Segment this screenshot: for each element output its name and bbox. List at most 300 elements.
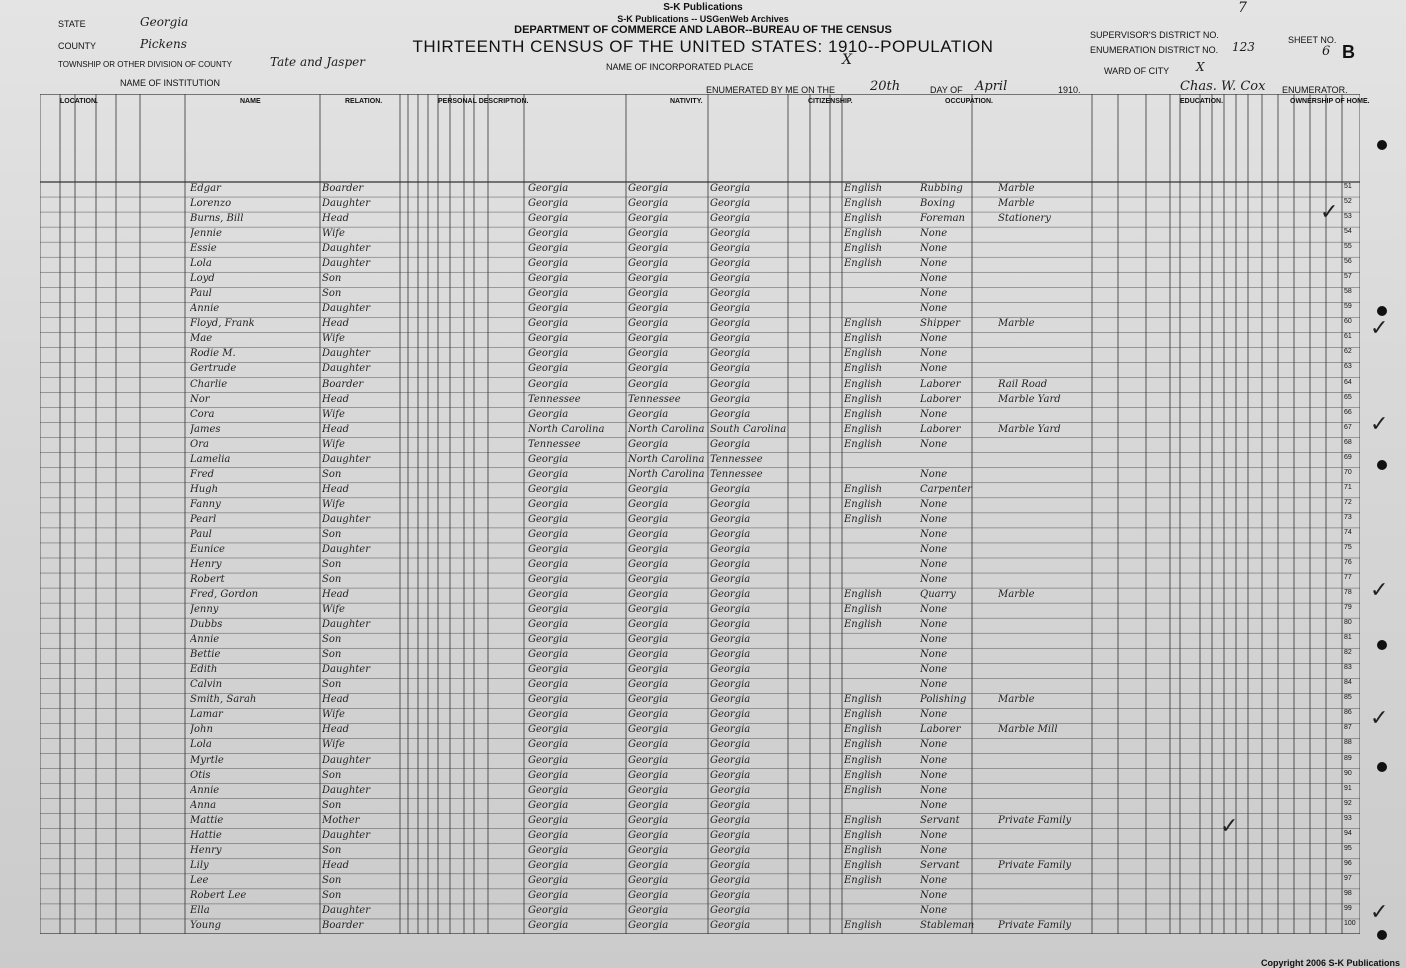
cell-name: Dubbs — [190, 619, 223, 631]
cell-relation: Son — [322, 769, 342, 781]
row-number: 93 — [1344, 814, 1352, 822]
supervisor-label: SUPERVISOR'S DISTRICT NO. — [1090, 30, 1219, 40]
cell-mother: Georgia — [710, 378, 751, 390]
cell-name: Lily — [190, 859, 209, 871]
cell-language: English — [844, 709, 883, 721]
cell-relation: Son — [322, 273, 342, 285]
cell-mother: Georgia — [710, 679, 751, 691]
enumerated-label: ENUMERATED BY ME ON THE — [706, 85, 836, 95]
cell-trade: None — [920, 543, 948, 555]
cell-mother: Georgia — [710, 258, 751, 270]
cell-mother: Georgia — [710, 288, 751, 300]
state-value: Georgia — [140, 15, 189, 29]
cell-birth: Georgia — [528, 709, 569, 721]
cell-name: Lorenzo — [190, 198, 232, 210]
column-header: PERSONAL DESCRIPTION. — [438, 98, 529, 105]
cell-language: English — [844, 228, 883, 240]
binder-hole — [1377, 306, 1387, 316]
cell-name: Paul — [190, 288, 212, 300]
cell-father: Georgia — [628, 814, 669, 826]
cell-trade: None — [920, 303, 948, 315]
row-number: 85 — [1344, 694, 1352, 702]
cell-trade: None — [920, 513, 948, 525]
cell-birth: Georgia — [528, 513, 569, 525]
cell-trade: None — [920, 243, 948, 255]
cell-language: English — [844, 844, 883, 856]
cell-relation: Son — [322, 634, 342, 646]
cell-trade: Laborer — [920, 423, 961, 435]
row-number: 90 — [1344, 769, 1352, 777]
cell-industry: Private Family — [998, 859, 1072, 871]
cell-trade: None — [920, 739, 948, 751]
cell-mother: Georgia — [710, 273, 751, 285]
cell-birth: Georgia — [528, 498, 569, 510]
cell-birth: Georgia — [528, 348, 569, 360]
cell-relation: Daughter — [322, 784, 370, 796]
cell-mother: Georgia — [710, 844, 751, 856]
cell-relation: Daughter — [322, 513, 370, 525]
cell-father: Georgia — [628, 303, 669, 315]
cell-relation: Head — [322, 213, 350, 225]
cell-father: Georgia — [628, 649, 669, 661]
cell-mother: Georgia — [710, 904, 751, 916]
check-mark: ✓ — [1370, 900, 1389, 925]
row-number: 96 — [1344, 859, 1352, 867]
row-number: 100 — [1344, 919, 1356, 927]
binder-hole — [1377, 460, 1387, 470]
cell-mother: Georgia — [710, 784, 751, 796]
cell-name: Gertrude — [190, 363, 237, 375]
cell-trade: None — [920, 619, 948, 631]
cell-language: English — [844, 183, 883, 194]
cell-mother: Georgia — [710, 333, 751, 345]
cell-father: Georgia — [628, 769, 669, 781]
cell-language: English — [844, 198, 883, 210]
row-number: 84 — [1344, 679, 1352, 687]
cell-trade: None — [920, 904, 948, 916]
cell-father: Georgia — [628, 724, 669, 736]
cell-father: Georgia — [628, 904, 669, 916]
cell-mother: Georgia — [710, 513, 751, 525]
cell-father: Georgia — [628, 318, 669, 330]
cell-birth: Georgia — [528, 589, 569, 601]
census-title: THIRTEENTH CENSUS OF THE UNITED STATES: 1910--POPULATION — [412, 37, 994, 56]
cell-name: Calvin — [190, 679, 223, 691]
cell-language: English — [844, 408, 883, 420]
cell-mother: Georgia — [710, 348, 751, 360]
binder-hole — [1377, 930, 1387, 940]
cell-trade: Boxing — [920, 198, 956, 210]
cell-father: Georgia — [628, 378, 669, 390]
cell-language: English — [844, 213, 883, 225]
cell-birth: Georgia — [528, 874, 569, 886]
cell-father: Georgia — [628, 589, 669, 601]
cell-mother: Georgia — [710, 919, 751, 931]
column-header: OWNERSHIP OF HOME. — [1290, 98, 1370, 105]
row-number: 64 — [1344, 378, 1352, 386]
cell-father: Georgia — [628, 739, 669, 751]
cell-relation: Boarder — [322, 919, 364, 931]
cell-trade: Foreman — [920, 213, 965, 225]
cell-mother: Georgia — [710, 724, 751, 736]
cell-birth: Georgia — [528, 333, 569, 345]
cell-father: Georgia — [628, 198, 669, 210]
row-number: 87 — [1344, 724, 1352, 732]
cell-mother: Georgia — [710, 694, 751, 706]
cell-trade: None — [920, 679, 948, 691]
cell-father: Georgia — [628, 363, 669, 375]
cell-father: Georgia — [628, 784, 669, 796]
cell-relation: Wife — [322, 709, 345, 721]
cell-mother: Georgia — [710, 408, 751, 420]
cell-name: Cora — [190, 408, 215, 420]
cell-relation: Daughter — [322, 363, 370, 375]
cell-language: English — [844, 694, 883, 706]
cell-language: English — [844, 258, 883, 270]
cell-father: Georgia — [628, 754, 669, 766]
cell-mother: Georgia — [710, 528, 751, 540]
cell-name: Ella — [190, 904, 210, 916]
cell-relation: Daughter — [322, 303, 370, 315]
cell-industry: Marble — [998, 694, 1035, 706]
cell-father: Georgia — [628, 483, 669, 495]
cell-father: Georgia — [628, 183, 669, 194]
cell-name: Fred — [190, 468, 215, 480]
department-title: DEPARTMENT OF COMMERCE AND LABOR--BUREAU OF THE CENSUS — [514, 24, 892, 36]
cell-language: English — [844, 348, 883, 360]
cell-trade: Laborer — [920, 378, 961, 390]
cell-birth: Georgia — [528, 784, 569, 796]
row-number: 65 — [1344, 393, 1352, 401]
cell-relation: Mother — [322, 814, 360, 826]
cell-trade: Polishing — [920, 694, 967, 706]
cell-name: Lamar — [190, 709, 223, 721]
check-mark: ✓ — [1370, 706, 1389, 731]
cell-industry: Marble Yard — [998, 393, 1061, 405]
cell-relation: Daughter — [322, 619, 370, 631]
cell-name: Edith — [190, 664, 218, 676]
cell-father: Georgia — [628, 288, 669, 300]
cell-industry: Marble — [998, 318, 1035, 330]
cell-mother: Georgia — [710, 498, 751, 510]
cell-relation: Head — [322, 423, 350, 435]
column-header: EDUCATION. — [1180, 98, 1224, 105]
cell-trade: Carpenter — [920, 483, 972, 495]
county-label: COUNTY — [58, 41, 96, 51]
cell-relation: Head — [322, 724, 350, 736]
cell-birth: Georgia — [528, 799, 569, 811]
column-header: CITIZENSHIP. — [808, 98, 853, 105]
cell-birth: Georgia — [528, 889, 569, 901]
cell-trade: Rubbing — [920, 183, 963, 194]
cell-birth: Georgia — [528, 859, 569, 871]
check-mark: ✓ — [1320, 200, 1339, 225]
cell-birth: Georgia — [528, 724, 569, 736]
cell-name: Nor — [190, 393, 210, 405]
cell-trade: None — [920, 844, 948, 856]
check-mark: ✓ — [1370, 412, 1389, 437]
cell-father: Tennessee — [628, 393, 681, 405]
cell-father: Georgia — [628, 844, 669, 856]
cell-language: English — [844, 784, 883, 796]
year-text: 1910. — [1058, 85, 1081, 95]
cell-name: Lee — [190, 874, 209, 886]
cell-name: Bettie — [190, 649, 221, 661]
row-number: 66 — [1344, 408, 1352, 416]
cell-language: English — [844, 438, 883, 450]
cell-mother: Georgia — [710, 438, 751, 450]
cell-mother: Georgia — [710, 889, 751, 901]
cell-birth: Georgia — [528, 273, 569, 285]
cell-relation: Head — [322, 318, 350, 330]
cell-mother: Tennessee — [710, 468, 763, 480]
cell-father: Georgia — [628, 829, 669, 841]
cell-father: Georgia — [628, 799, 669, 811]
cell-father: Georgia — [628, 664, 669, 676]
cell-trade: None — [920, 438, 948, 450]
cell-birth: Georgia — [528, 559, 569, 570]
cell-mother: Georgia — [710, 393, 751, 405]
cell-mother: Georgia — [710, 198, 751, 210]
cell-relation: Daughter — [322, 754, 370, 766]
row-number: 77 — [1344, 574, 1352, 582]
cell-mother: Georgia — [710, 754, 751, 766]
row-number: 81 — [1344, 634, 1352, 642]
check-mark: ✓ — [1220, 814, 1239, 839]
cell-name: Pearl — [190, 513, 217, 525]
cell-relation: Head — [322, 694, 350, 706]
cell-name: Floyd, Frank — [190, 318, 255, 330]
cell-name: Smith, Sarah — [190, 694, 257, 706]
cell-name: Annie — [190, 303, 220, 315]
row-number: 68 — [1344, 438, 1352, 446]
cell-name: Loyd — [190, 273, 215, 285]
cell-birth: Georgia — [528, 739, 569, 751]
cell-father: Georgia — [628, 559, 669, 570]
cell-father: Georgia — [628, 213, 669, 225]
binder-hole — [1377, 762, 1387, 772]
cell-trade: Servant — [920, 859, 960, 871]
cell-mother: Georgia — [710, 243, 751, 255]
cell-name: Anna — [190, 799, 217, 811]
row-number: 53 — [1344, 213, 1352, 221]
cell-language: English — [844, 423, 883, 435]
cell-language: English — [844, 769, 883, 781]
column-header: LOCATION. — [60, 98, 98, 105]
cell-father: Georgia — [628, 498, 669, 510]
row-number: 99 — [1344, 904, 1352, 912]
cell-relation: Son — [322, 528, 342, 540]
cell-name: Fred, Gordon — [190, 589, 259, 601]
supervisor-value: 7 — [1238, 0, 1247, 16]
cell-trade: None — [920, 258, 948, 270]
row-number: 91 — [1344, 784, 1352, 792]
cell-father: North Carolina — [628, 423, 705, 435]
cell-father: Georgia — [628, 619, 669, 631]
cell-trade: None — [920, 829, 948, 841]
row-number: 86 — [1344, 709, 1352, 717]
cell-name: Robert Lee — [190, 889, 247, 901]
column-header: NATIVITY. — [670, 98, 703, 105]
cell-industry: Private Family — [998, 814, 1072, 826]
state-label: STATE — [58, 19, 86, 29]
cell-birth: Georgia — [528, 649, 569, 661]
cell-language: English — [844, 243, 883, 255]
cell-birth: Georgia — [528, 543, 569, 555]
cell-language: English — [844, 604, 883, 616]
cell-language: English — [844, 619, 883, 631]
cell-birth: Georgia — [528, 258, 569, 270]
sheet-label: SHEET NO. — [1288, 35, 1337, 45]
cell-language: English — [844, 333, 883, 345]
day-of-label: DAY OF — [930, 85, 963, 95]
month-value: April — [975, 79, 1008, 94]
cell-language: English — [844, 378, 883, 390]
cell-birth: Georgia — [528, 904, 569, 916]
cell-name: Otis — [190, 769, 211, 781]
cell-mother: Georgia — [710, 634, 751, 646]
cell-trade: None — [920, 228, 948, 240]
cell-name: Mae — [190, 333, 213, 345]
cell-birth: Georgia — [528, 378, 569, 390]
cell-language: English — [844, 874, 883, 886]
publisher-line2: S-K Publications -- USGenWeb Archives — [617, 14, 789, 24]
cell-father: Georgia — [628, 528, 669, 540]
row-number: 92 — [1344, 799, 1352, 807]
cell-name: Hugh — [190, 483, 219, 495]
cell-relation: Son — [322, 468, 342, 480]
cell-name: Henry — [190, 559, 222, 570]
cell-name: Annie — [190, 634, 220, 646]
cell-industry: Marble Yard — [998, 423, 1061, 435]
cell-relation: Son — [322, 559, 342, 570]
cell-name: Hattie — [190, 829, 222, 841]
cell-father: Georgia — [628, 348, 669, 360]
cell-trade: None — [920, 649, 948, 661]
cell-relation: Wife — [322, 498, 345, 510]
cell-name: Lola — [190, 258, 212, 270]
cell-trade: None — [920, 574, 948, 586]
row-number: 52 — [1344, 198, 1352, 206]
cell-father: Georgia — [628, 679, 669, 691]
cell-language: English — [844, 513, 883, 525]
cell-industry: Stationery — [998, 213, 1051, 225]
cell-name: Burns, Bill — [190, 213, 244, 225]
cell-birth: North Carolina — [528, 423, 605, 435]
cell-relation: Head — [322, 393, 350, 405]
row-number: 75 — [1344, 543, 1352, 551]
township-value: Tate and Jasper — [270, 55, 365, 69]
cell-father: Georgia — [628, 543, 669, 555]
cell-name: Annie — [190, 784, 220, 796]
cell-mother: Georgia — [710, 483, 751, 495]
cell-mother: Georgia — [710, 589, 751, 601]
cell-name: Charlie — [190, 378, 228, 390]
binder-hole — [1377, 640, 1387, 650]
cell-father: Georgia — [628, 634, 669, 646]
cell-trade: None — [920, 754, 948, 766]
row-number: 73 — [1344, 513, 1352, 521]
check-mark: ✓ — [1370, 578, 1389, 603]
cell-birth: Tennessee — [528, 393, 581, 405]
cell-name: Edgar — [190, 183, 221, 194]
cell-language: English — [844, 724, 883, 736]
cell-mother: Georgia — [710, 769, 751, 781]
cell-relation: Son — [322, 799, 342, 811]
enumerator-label: ENUMERATOR. — [1282, 85, 1348, 95]
cell-mother: Georgia — [710, 559, 751, 570]
cell-father: Georgia — [628, 889, 669, 901]
cell-father: Georgia — [628, 333, 669, 345]
cell-father: Georgia — [628, 228, 669, 240]
row-number: 88 — [1344, 739, 1352, 747]
cell-mother: Georgia — [710, 829, 751, 841]
cell-birth: Georgia — [528, 483, 569, 495]
cell-industry: Marble — [998, 589, 1035, 601]
cell-birth: Georgia — [528, 453, 569, 465]
cell-mother: Georgia — [710, 183, 751, 194]
row-number: 62 — [1344, 348, 1352, 356]
cell-mother: Georgia — [710, 318, 751, 330]
cell-trade: None — [920, 363, 948, 375]
cell-mother: Georgia — [710, 213, 751, 225]
cell-birth: Georgia — [528, 634, 569, 646]
cell-relation: Son — [322, 574, 342, 586]
cell-mother: Georgia — [710, 739, 751, 751]
cell-language: English — [844, 363, 883, 375]
cell-language: English — [844, 814, 883, 826]
row-number: 98 — [1344, 889, 1352, 897]
cell-mother: Georgia — [710, 799, 751, 811]
publisher-line1: S-K Publications — [663, 2, 743, 13]
cell-name: Myrtle — [190, 754, 224, 766]
column-header: RELATION. — [345, 98, 383, 105]
cell-trade: None — [920, 769, 948, 781]
cell-relation: Daughter — [322, 543, 370, 555]
row-number: 76 — [1344, 559, 1352, 566]
cell-relation: Daughter — [322, 243, 370, 255]
cell-language: English — [844, 919, 883, 931]
row-number: 67 — [1344, 423, 1352, 431]
cell-birth: Georgia — [528, 213, 569, 225]
cell-relation: Wife — [322, 228, 345, 240]
place-label: NAME OF INCORPORATED PLACE — [606, 62, 754, 72]
cell-birth: Georgia — [528, 769, 569, 781]
row-number: 61 — [1344, 333, 1352, 341]
sheet-value: 6 — [1322, 44, 1331, 59]
cell-name: Ora — [190, 438, 209, 450]
cell-father: Georgia — [628, 273, 669, 285]
cell-trade: None — [920, 408, 948, 420]
cell-trade: Stableman — [920, 919, 975, 931]
row-number: 74 — [1344, 528, 1352, 536]
row-number: 51 — [1344, 183, 1352, 190]
institution-label: NAME OF INSTITUTION — [120, 78, 220, 88]
cell-relation: Boarder — [322, 183, 364, 194]
cell-name: Lamelia — [190, 453, 231, 465]
row-number: 55 — [1344, 243, 1352, 251]
cell-trade: None — [920, 559, 948, 570]
cell-trade: Quarry — [920, 589, 956, 601]
cell-father: Georgia — [628, 258, 669, 270]
ward-label: WARD OF CITY — [1104, 66, 1170, 76]
enumerator-name: Chas. W. Cox — [1180, 79, 1266, 94]
cell-birth: Georgia — [528, 619, 569, 631]
census-table — [40, 94, 1370, 934]
cell-industry: Marble — [998, 183, 1035, 194]
cell-father: Georgia — [628, 859, 669, 871]
copyright-notice: Copyright 2006 S-K Publications — [1260, 958, 1400, 968]
